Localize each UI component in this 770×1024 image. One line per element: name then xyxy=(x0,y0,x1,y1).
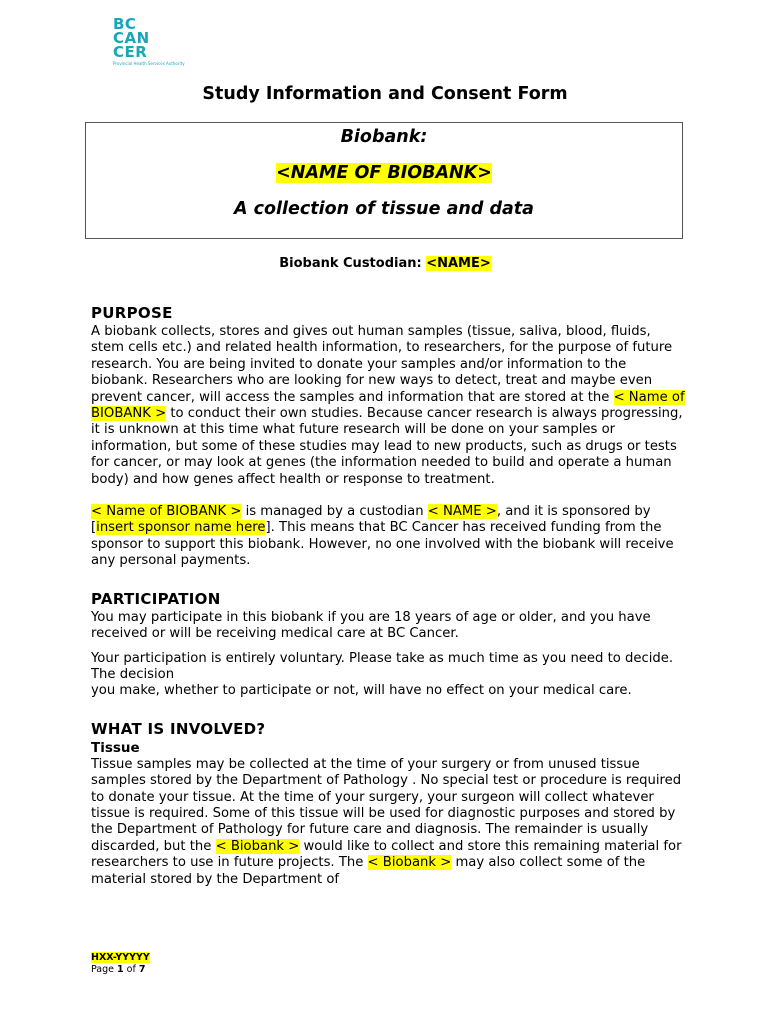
biobank-name-highlight: < Name of BIOBANK > xyxy=(91,389,685,422)
purpose-paragraph-1 xyxy=(91,324,686,488)
purpose-heading: PURPOSE xyxy=(91,304,173,322)
tissue-text: would like to collect and store this remaining material for researchers to use in future projects. The xyxy=(91,838,682,871)
tissue-paragraph xyxy=(91,757,686,888)
logo-tagline: Provincial Health Services Authority xyxy=(113,61,185,66)
tissue-text: Tissue samples may be collected at the time of your surgery or from unused tissue samples stored by the Department of Pathology . No special test or procedure is required to donate your tissue. At the time of your surgery, your surgeon will collect whatever tissue is required. Some of this tissue will be used for diagnostic purposes and stored by the Department of Pathology for future care and diagnosis. The remainder is usually discarded, but the xyxy=(91,756,682,854)
biobank-highlight: < Biobank > xyxy=(367,855,452,871)
tissue-subheading: Tissue xyxy=(91,739,140,756)
page-label: Page xyxy=(91,964,118,975)
purpose-text: , and it is sponsored by [ xyxy=(91,504,651,536)
participation-paragraph-2 xyxy=(91,651,686,700)
logo-line-3: CER xyxy=(113,43,148,61)
logo-line-1: BC xyxy=(113,15,137,33)
what-is-involved-heading: WHAT IS INVOLVED? xyxy=(91,719,266,738)
purpose-text: to conduct their own studies. Because cancer research is always progressing, it is unknown at this time what future research will be done on your samples or information, but some of these studies may lead to new products, such as drugs or tests for cancer, or may look at genes (the information needed to build and operate a human body) and how genes affect health or response to treatment. xyxy=(91,406,683,487)
page-footer xyxy=(91,952,150,976)
participation-text: Your participation is entirely voluntary. Please take as much time as you need to decide. The decision xyxy=(91,650,674,682)
form-code: HXX-YYYYY xyxy=(91,952,150,963)
biobank-title-box xyxy=(85,122,683,239)
page-total: 7 xyxy=(138,964,146,975)
logo-line-2: CAN xyxy=(113,29,150,47)
biobank-custodian xyxy=(0,256,770,271)
purpose-paragraph-2 xyxy=(91,504,686,570)
biobank-name xyxy=(86,163,682,183)
custodian-name-placeholder: <NAME> xyxy=(426,256,491,271)
page-number xyxy=(91,964,150,976)
sponsor-name-highlight: insert sponsor name here xyxy=(96,520,266,536)
purpose-text: is managed by a custodian xyxy=(241,504,428,520)
biobank-highlight: < Biobank > xyxy=(215,838,300,854)
page-current: 1 xyxy=(117,964,124,975)
biobank-name-placeholder: <NAME OF BIOBANK> xyxy=(276,163,492,183)
page-of-label: of xyxy=(123,964,139,975)
document-title: Study Information and Consent Form xyxy=(202,84,568,104)
biobank-name-highlight: < Name of BIOBANK > xyxy=(91,504,242,520)
purpose-text: A biobank collects, stores and gives out human samples (tissue, saliva, blood, fluids, stem cells etc.) and related health information, to researchers, for the purpose of future research. You are being invited to donate your samples and/or information to the biobank. Researchers who are looking for new ways to detect, treat and maybe even prevent cancer, will access the samples and information that are stored at the xyxy=(91,324,673,405)
participation-paragraph-1: You may participate in this biobank if you are 18 years of age or older, and you have received or will be receiving medical care at BC Cancer. xyxy=(91,609,651,642)
purpose-text: ]. This means that BC Cancer has received funding from the sponsor to support this biobank. However, no one involved with the biobank will receive any personal payments. xyxy=(91,520,674,569)
biobank-label: Biobank: xyxy=(340,127,428,147)
custodian-label: Biobank Custodian: xyxy=(279,256,427,271)
tissue-text: may also collect some of the material stored by the Department of xyxy=(91,855,646,887)
participation-text: you make, whether to participate or not, will have no effect on your medical care. xyxy=(91,683,632,699)
bc-cancer-logo xyxy=(113,17,203,73)
custodian-name-highlight: < NAME > xyxy=(427,504,497,520)
document-body xyxy=(91,302,686,888)
participation-heading: PARTICIPATION xyxy=(91,589,221,608)
biobank-description: A collection of tissue and data xyxy=(234,199,534,219)
